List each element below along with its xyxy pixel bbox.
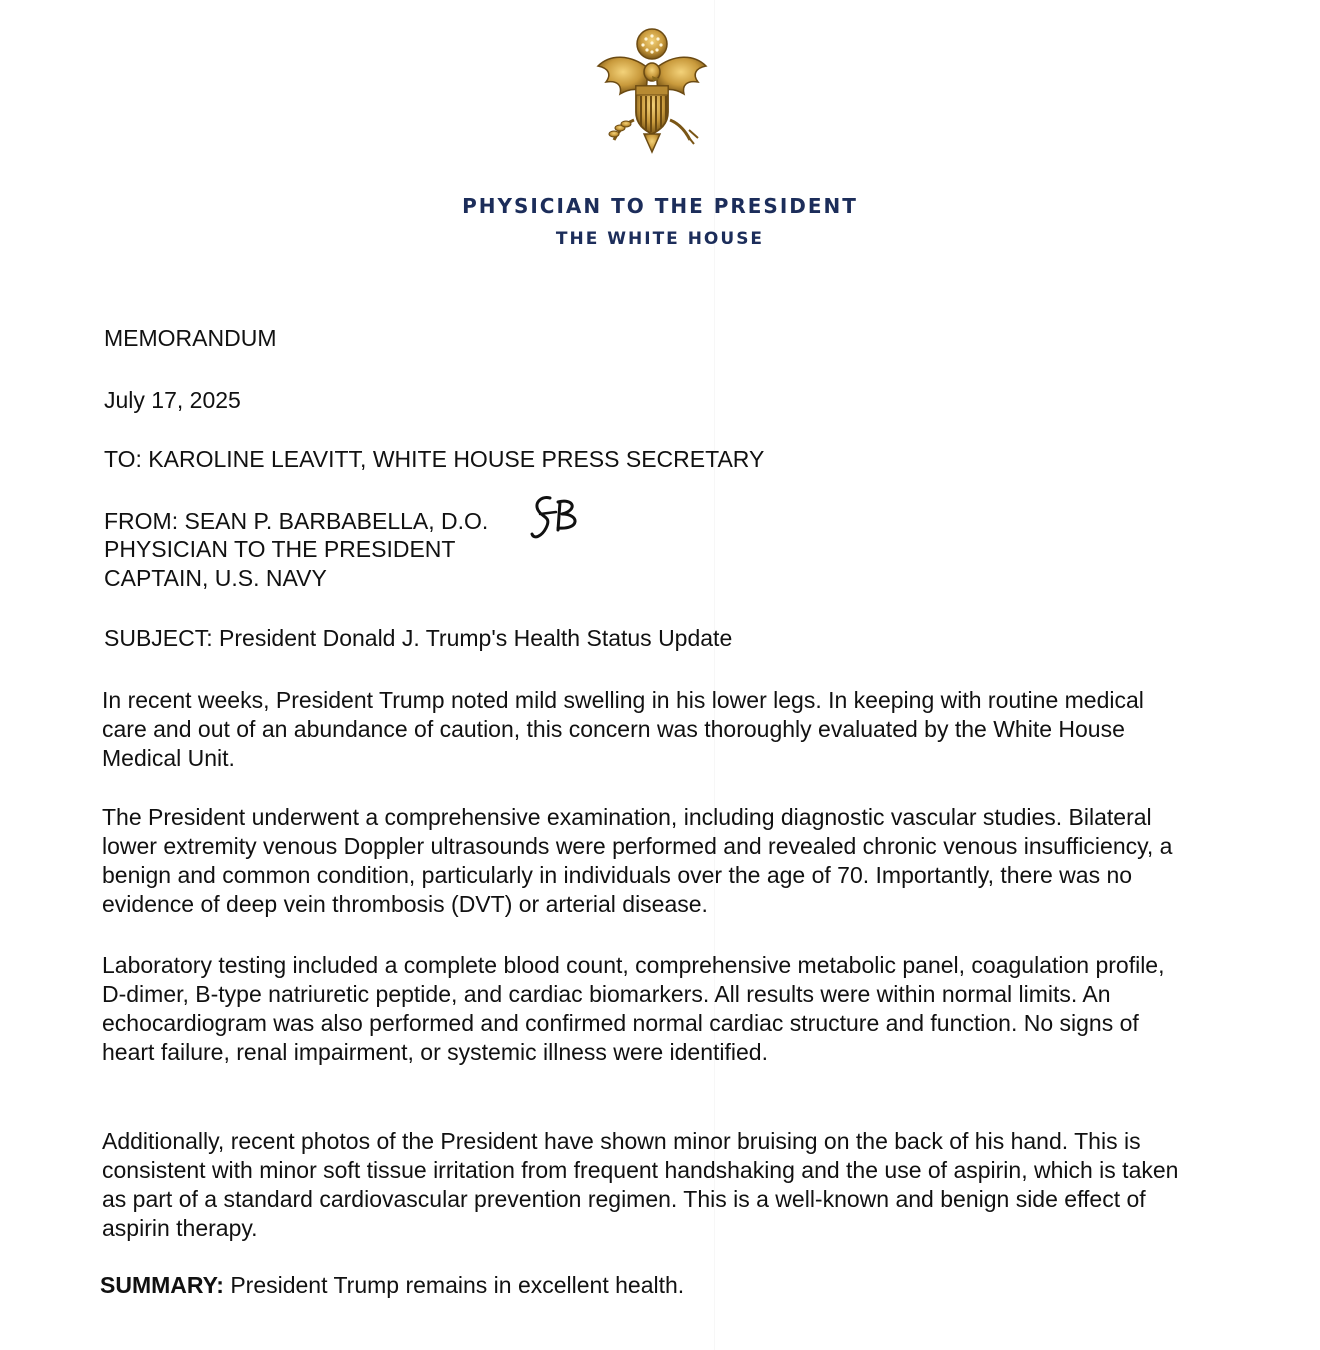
body-paragraph-3: Laboratory testing included a complete blood count, comprehensive metabolic panel, coagulation profile, D-dimer, B-type natriuretic peptide, and cardiac biomarkers. All results were within normal limits. An echocardiogram was also performed and confirmed normal cardiac structure and function. No signs of heart failure, renal impairment, or systemic illness were identified. bbox=[102, 952, 1165, 1065]
body-paragraph-1: In recent weeks, President Trump noted mild swelling in his lower legs. In keeping with routine medical care and out of an abundance of caution, this concern was thoroughly evaluated by the White House Medical Unit. bbox=[102, 687, 1144, 771]
summary-text: President Trump remains in excellent health. bbox=[223, 1272, 685, 1298]
letterhead-title: PHYSICIAN TO THE PRESIDENT bbox=[462, 194, 858, 218]
body-paragraph-4: Additionally, recent photos of the President have shown minor bruising on the back of his hand. This is consistent with minor soft tissue irritation from frequent handshaking and the use of aspirin, which is taken as part of a standard cardiovascular prevention regimen. This is a well-known and benign side effect of aspirin therapy. bbox=[102, 1128, 1179, 1241]
memo-to-line: TO: KAROLINE LEAVITT, WHITE HOUSE PRESS SECRETARY bbox=[104, 446, 765, 472]
body-paragraph-2: The President underwent a comprehensive examination, including diagnostic vascular studies. Bilateral lower extremity venous Doppler ultrasounds were performed and revealed chronic venous insufficiency, a benign and common condition, particularly in individuals over the age of 70. Importantly, there was no evidence of deep vein thrombosis (DVT) or arterial disease. bbox=[102, 804, 1173, 917]
memo-from-title: PHYSICIAN TO THE PRESIDENT bbox=[104, 536, 456, 562]
memo-from-rank: CAPTAIN, U.S. NAVY bbox=[104, 565, 327, 591]
letterhead-subtitle: THE WHITE HOUSE bbox=[555, 229, 765, 249]
memo-date: July 17, 2025 bbox=[104, 387, 241, 413]
memo-from-line: FROM: SEAN P. BARBABELLA, D.O. bbox=[104, 508, 489, 534]
summary-label: SUMMARY: bbox=[100, 1272, 224, 1298]
memo-heading: MEMORANDUM bbox=[104, 325, 277, 351]
handwritten-initials-signature bbox=[528, 490, 586, 548]
memo-subject: SUBJECT: President Donald J. Trump's Health Status Update bbox=[104, 625, 733, 651]
summary-line bbox=[100, 1272, 684, 1299]
presidential-eagle-seal-icon bbox=[590, 24, 714, 156]
